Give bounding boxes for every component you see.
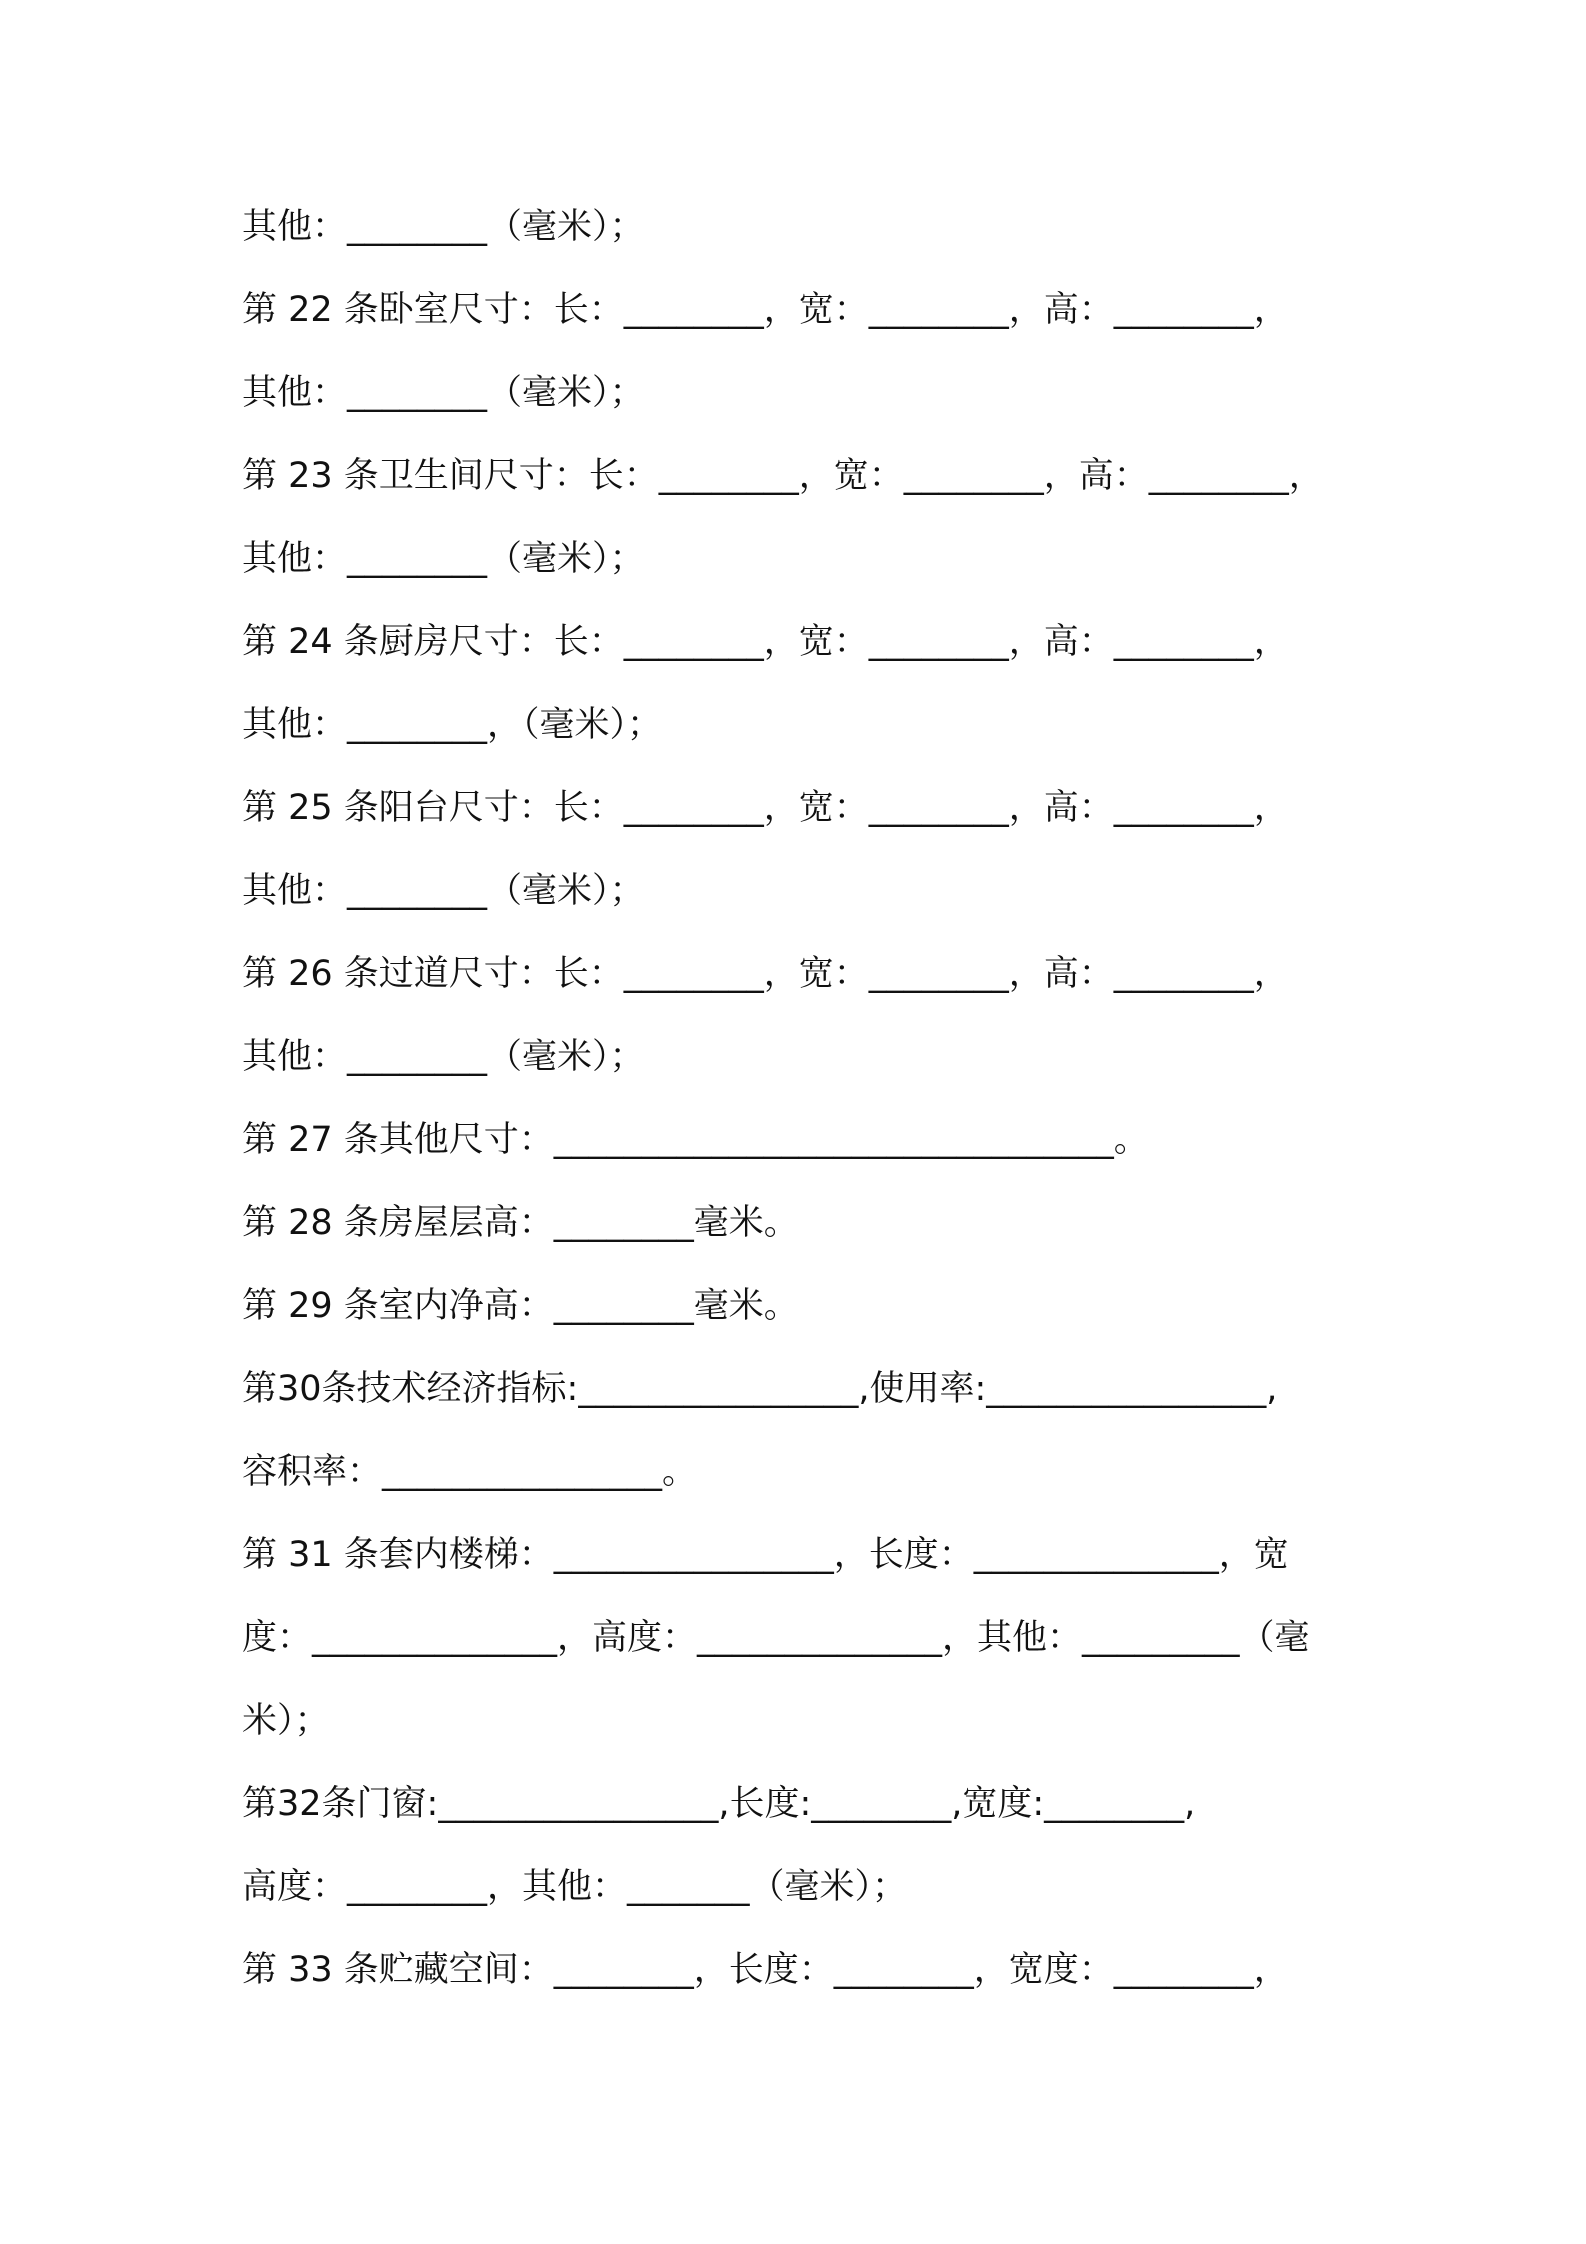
text-line: 第 23 条卫生间尺寸：长：________，宽：________，高：________， xyxy=(242,456,1324,496)
text-line: 第30条技术经济指标:________________,使用率:________________, xyxy=(242,1369,1278,1409)
text-line: 第 33 条贮藏空间：________，长度：________，宽度：________， xyxy=(242,1950,1289,1990)
text-line: 第 25 条阳台尺寸：长：________，宽：________，高：________， xyxy=(242,788,1289,828)
text-line: 米）； xyxy=(242,1701,330,1741)
text-line: 其他：________（毫米）； xyxy=(242,373,645,413)
text-line: 容积率：________________。 xyxy=(242,1452,698,1492)
text-line: 第 29 条室内净高：________毫米。 xyxy=(242,1286,799,1326)
text-line: 其他：________（毫米）； xyxy=(242,539,645,579)
text-line: 第 28 条房屋层高：________毫米。 xyxy=(242,1203,799,1243)
text-line: 高度：________，其他：_______（毫米）； xyxy=(242,1867,908,1907)
text-line: 度：______________，高度：______________，其他：_________（毫 xyxy=(242,1618,1310,1658)
text-line: 其他：________，（毫米）； xyxy=(242,705,663,745)
text-line: 其他：________（毫米）； xyxy=(242,207,645,247)
text-line: 其他：________（毫米）； xyxy=(242,871,645,911)
text-line: 第32条门窗:________________,长度:________,宽度:________, xyxy=(242,1784,1196,1824)
text-line: 其他：________（毫米）； xyxy=(242,1037,645,1077)
text-line: 第 24 条厨房尺寸：长：________，宽：________，高：________， xyxy=(242,622,1289,662)
text-line: 第 27 条其他尺寸：________________________________。 xyxy=(242,1120,1149,1160)
text-line: 第 31 条套内楼梯：________________，长度：______________，宽 xyxy=(242,1535,1289,1575)
text-line: 第 26 条过道尺寸：长：________，宽：________，高：________， xyxy=(242,954,1289,994)
text-line: 第 22 条卧室尺寸：长：________，宽：________，高：________， xyxy=(242,290,1289,330)
